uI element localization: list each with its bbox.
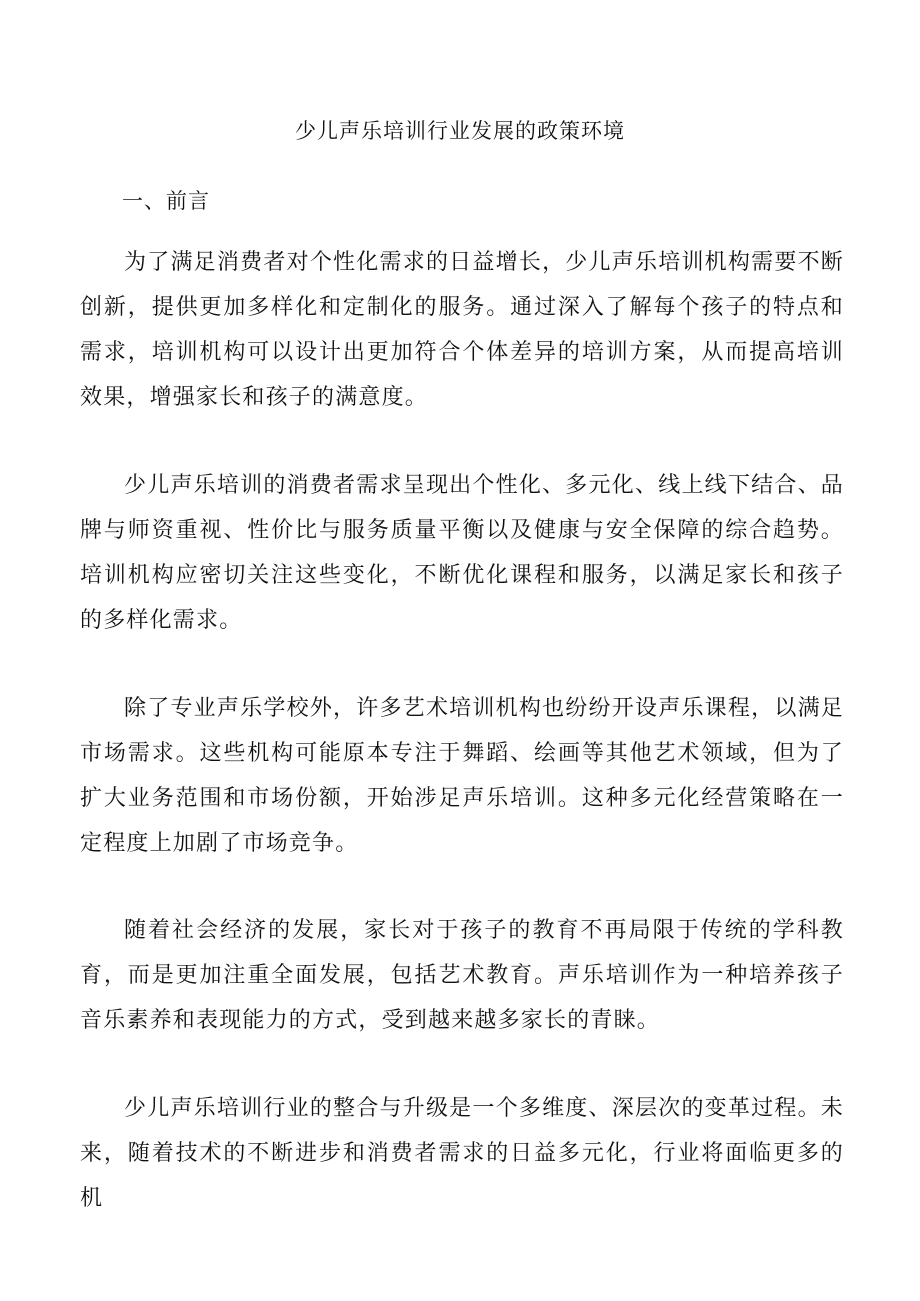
paragraph: 除了专业声乐学校外，许多艺术培训机构也纷纷开设声乐课程，以满足市场需求。这些机构可能原本专注于舞蹈、绘画等其他艺术领域，但为了扩大业务范围和市场份额，开始涉足声乐培训。这种多元化经营策略在一定程度上加剧了市场竞争。 [80, 696, 844, 856]
paragraph: 随着社会经济的发展，家长对于孩子的教育不再局限于传统的学科教育，而是更加注重全面发展，包括艺术教育。声乐培训作为一种培养孩子音乐素养和表现能力的方式，受到越来越多家长的青睐。 [80, 918, 844, 1033]
paragraph: 少儿声乐培训行业的整合与升级是一个多维度、深层次的变革过程。未来，随着技术的不断进步和消费者需求的日益多元化，行业将面临更多的机 [80, 1096, 844, 1211]
paragraph: 为了满足消费者对个性化需求的日益增长，少儿声乐培训机构需要不断创新，提供更加多样化和定制化的服务。通过深入了解每个孩子的特点和需求，培训机构可以设计出更加符合个体差异的培训方案，从而提高培训效果，增强家长和孩子的满意度。 [80, 250, 844, 410]
section-heading: 一、前言 [122, 189, 210, 213]
page-title: 少儿声乐培训行业发展的政策环境 [295, 119, 625, 143]
paragraph: 少儿声乐培训的消费者需求呈现出个性化、多元化、线上线下结合、品牌与师资重视、性价比与服务质量平衡以及健康与安全保障的综合趋势。培训机构应密切关注这些变化，不断优化课程和服务，以满足家长和孩子的多样化需求。 [80, 473, 844, 633]
